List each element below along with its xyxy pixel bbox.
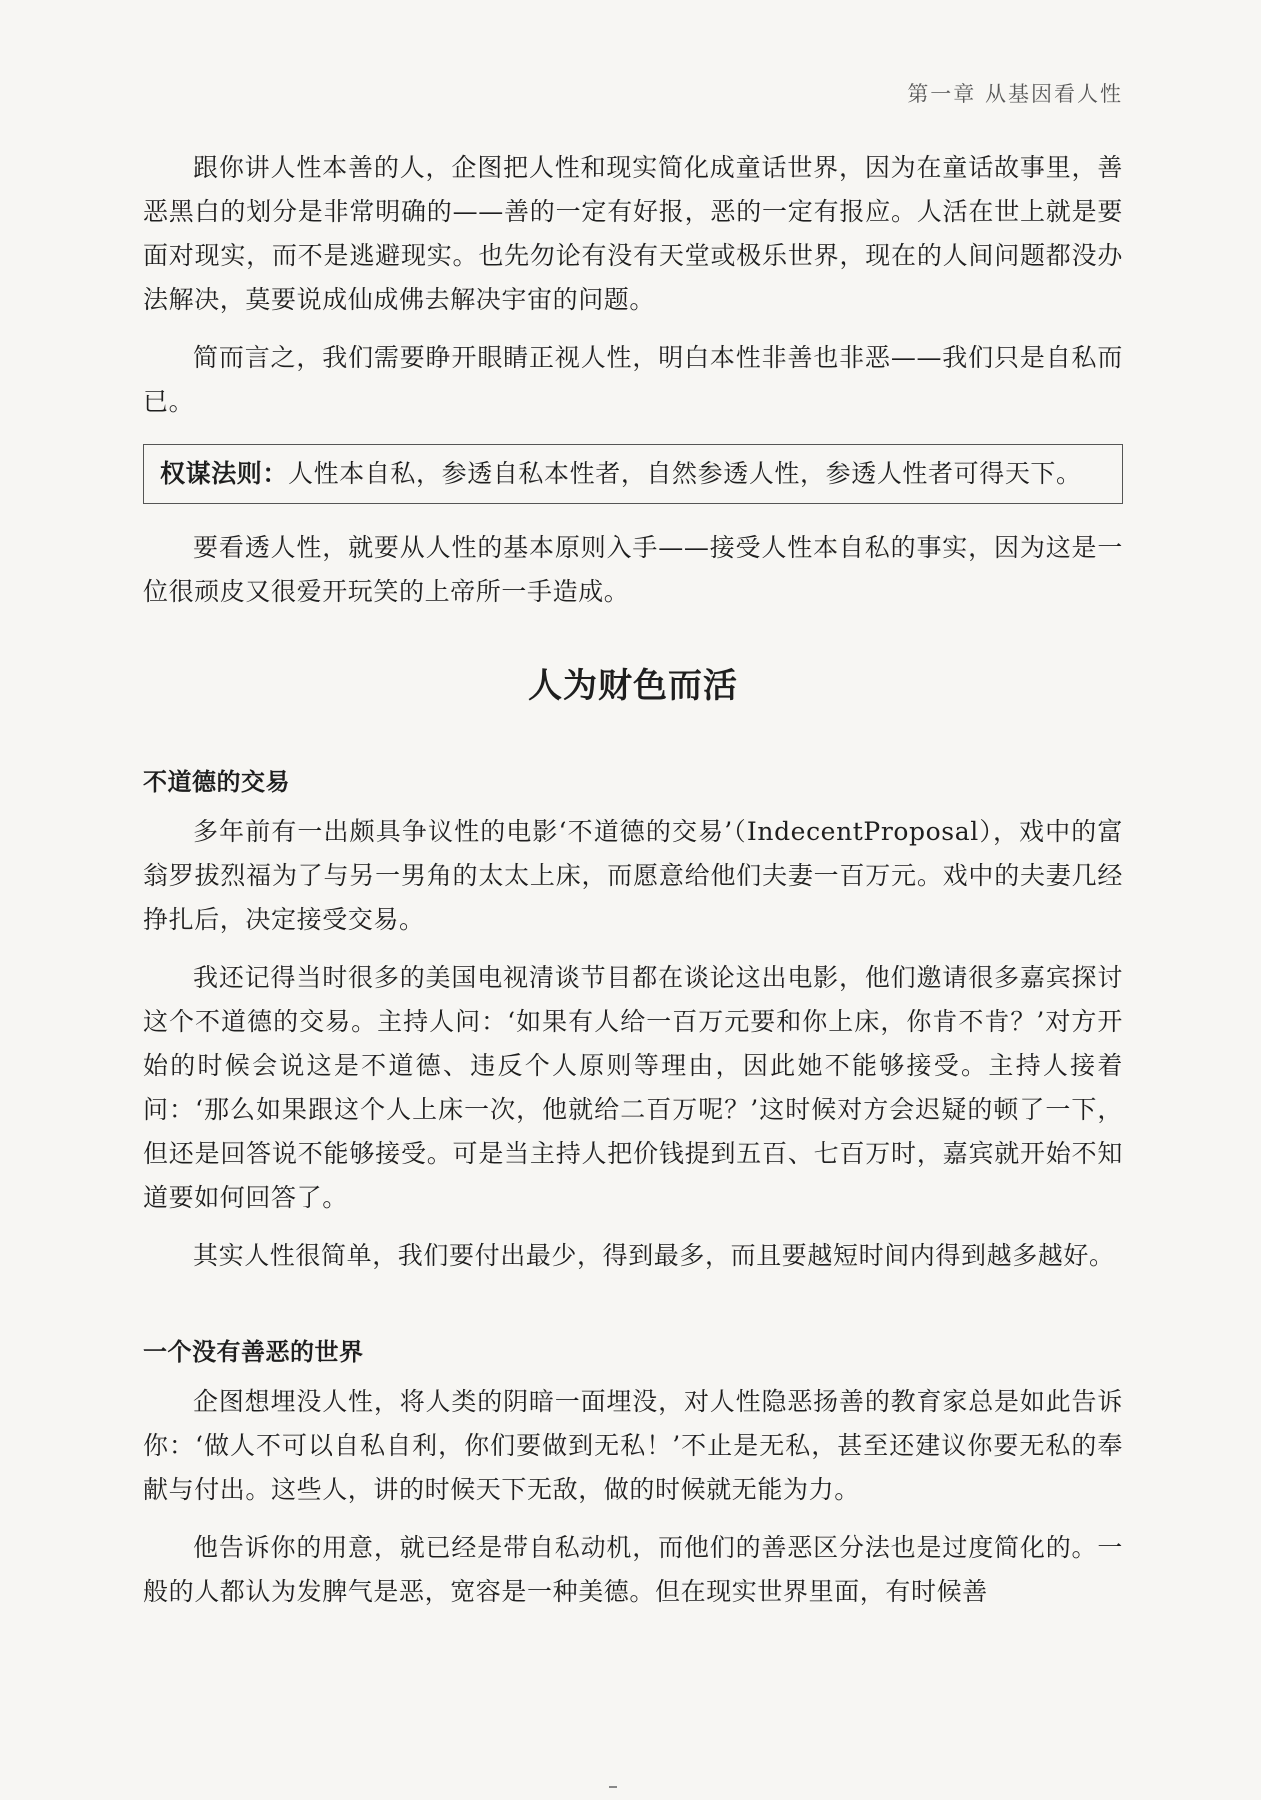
page-content [143, 146, 1123, 1614]
running-head: 第一章 从基因看人性 [907, 82, 1123, 106]
intro-paragraph-2: 简而言之，我们需要睁开眼睛正视人性，明白本性非善也非恶——我们只是自私而已。 [143, 343, 1123, 416]
rule-text: 人性本自私，参透自私本性者，自然参透人性，参透人性者可得天下。 [288, 459, 1082, 488]
page-mark [609, 1786, 617, 1788]
section-title: 人为财色而活 [528, 666, 738, 706]
subsection1-paragraph-2: 我还记得当时很多的美国电视清谈节目都在谈论这出电影，他们邀请很多嘉宾探讨这个不道德的交易。主持人问：‘如果有人给一百万元要和你上床，你肯不肯？’对方开始的时候会说这是不道德、违反个人原则等理由，因此她不能够接受。主持人接着问：‘那么如果跟这个人上床一次，他就给二百万呢？’这时候对方会迟疑的顿了一下，但还是回答说不能够接受。可是当主持人把价钱提到五百、七百万时，嘉宾就开始不知道要如何回答了。 [143, 963, 1123, 1212]
intro-paragraph-1: 跟你讲人性本善的人，企图把人性和现实简化成童话世界，因为在童话故事里，善恶黑白的划分是非常明确的——善的一定有好报，恶的一定有报应。人活在世上就是要面对现实，而不是逃避现实。也先勿论有没有天堂或极乐世界，现在的人间问题都没办法解决，莫要说成仙成佛去解决宇宙的问题。 [143, 153, 1123, 314]
subsection1-paragraph-1: 多年前有一出颇具争议性的电影‘不道德的交易’（IndecentProposal），戏中的富翁罗拔烈福为了与另一男角的太太上床，而愿意给他们夫妻一百万元。戏中的夫妻几经挣扎后，决定接受交易。 [143, 817, 1123, 934]
subsection2-paragraph-1: 企图想埋没人性，将人类的阴暗一面埋没，对人性隐恶扬善的教育家总是如此告诉你：‘做人不可以自私自利，你们要做到无私！’不止是无私，甚至还建议你要无私的奉献与付出。这些人，讲的时候天下无敌，做的时候就无能为力。 [143, 1387, 1123, 1504]
rule-label: 权谋法则： [160, 459, 289, 488]
rule-callout-box [143, 444, 1123, 504]
subsection1-paragraph-3: 其实人性很简单，我们要付出最少，得到最多，而且要越短时间内得到越多越好。 [193, 1241, 1115, 1270]
subsection-heading-2: 一个没有善恶的世界 [143, 1337, 364, 1366]
subsection-heading-1: 不道德的交易 [143, 767, 290, 796]
subsection2-paragraph-2: 他告诉你的用意，就已经是带自私动机，而他们的善恶区分法也是过度简化的。一般的人都认为发脾气是恶，宽容是一种美德。但在现实世界里面，有时候善 [143, 1533, 1123, 1606]
after-rule-paragraph: 要看透人性，就要从人性的基本原则入手——接受人性本自私的事实，因为这是一位很顽皮又很爱开玩笑的上帝所一手造成。 [143, 533, 1123, 606]
